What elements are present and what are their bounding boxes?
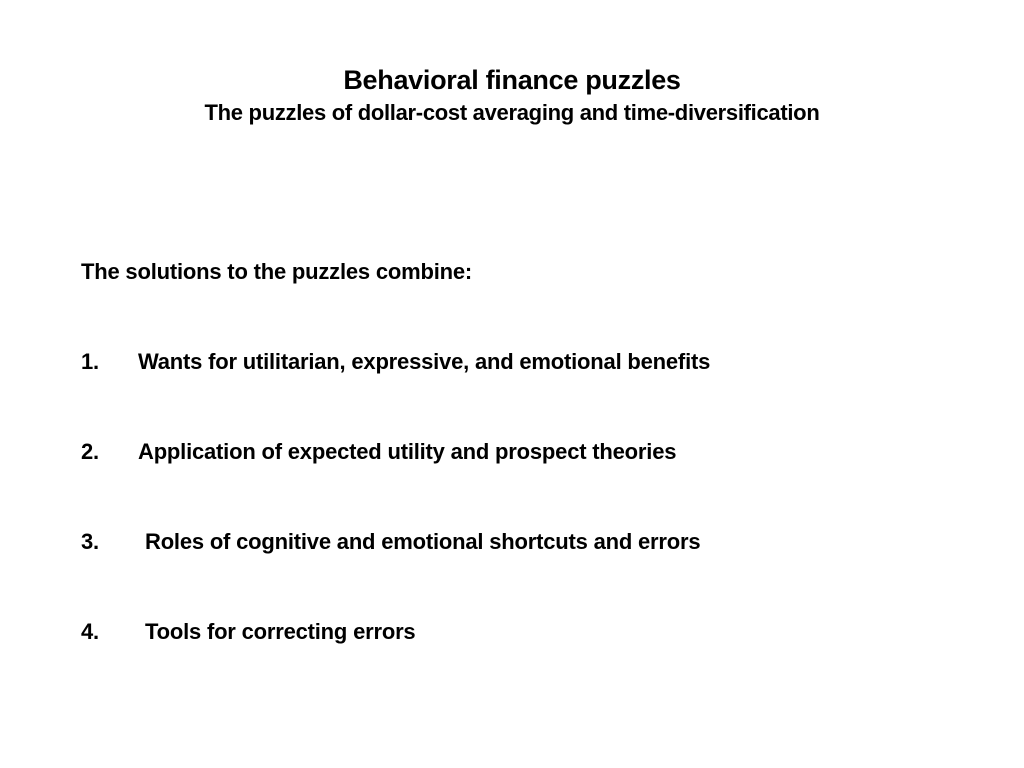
list-item-number: 2. — [81, 439, 99, 464]
list-item-text: Roles of cognitive and emotional shortcuts and errors — [145, 529, 701, 554]
list-item-number: 1. — [81, 349, 99, 374]
intro-text: The solutions to the puzzles combine: — [81, 259, 473, 284]
list-item-text: Application of expected utility and prospect theories — [138, 439, 677, 464]
list-item-number: 4. — [81, 619, 99, 644]
slide-subtitle: The puzzles of dollar-cost averaging and time-diversification — [204, 100, 820, 125]
list-item-text: Tools for correcting errors — [145, 619, 416, 644]
list-item-text: Wants for utilitarian, expressive, and emotional benefits — [138, 349, 711, 374]
title-block — [0, 62, 1024, 128]
list-item-number: 3. — [81, 529, 99, 554]
slide-title: Behavioral finance puzzles — [343, 65, 681, 95]
